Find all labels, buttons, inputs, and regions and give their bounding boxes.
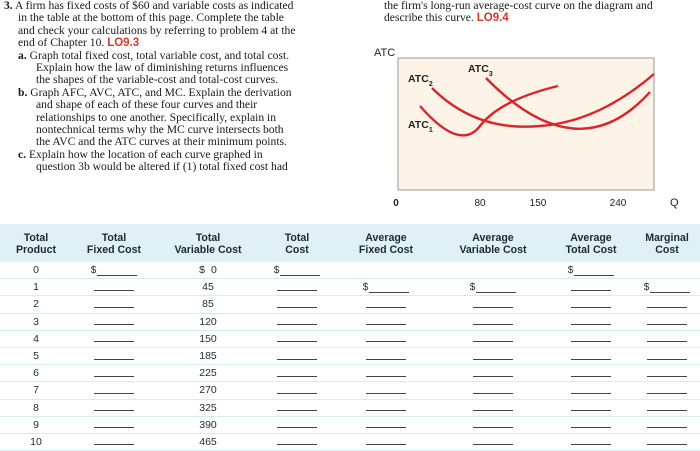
header-total-fixed-cost-line-2: Fixed Cost <box>86 244 142 256</box>
currency-symbol: $ <box>90 265 97 277</box>
answer-blank[interactable] <box>94 418 134 428</box>
cell-average-fixed-cost <box>334 330 438 347</box>
cell-total-fixed-cost <box>72 262 156 279</box>
header-average-variable-cost-line-1: Average <box>472 232 514 244</box>
cell-average-total-cost <box>548 313 634 330</box>
total-variable-cost-value: 225 <box>199 367 217 380</box>
answer-blank[interactable] <box>571 281 611 291</box>
cell-average-total-cost <box>548 347 634 364</box>
answer-blank[interactable] <box>277 315 317 325</box>
answer-blank[interactable] <box>94 298 134 308</box>
cell-marginal-cost <box>634 347 700 364</box>
cell-marginal-cost <box>634 382 700 399</box>
cost-table <box>0 224 700 451</box>
cell-average-variable-cost <box>438 433 548 450</box>
cell-total-variable-cost <box>156 296 260 313</box>
cell-total-cost <box>260 313 334 330</box>
answer-blank[interactable] <box>473 315 513 325</box>
total-variable-cost-value: 325 <box>199 401 217 414</box>
answer-blank[interactable] <box>647 350 687 360</box>
cell-marginal-cost <box>634 433 700 450</box>
header-total-variable-cost-line-1: Total <box>195 232 221 244</box>
part-b-line-5: the AVC and the ATC curves at their minimum points. <box>36 135 287 149</box>
answer-blank[interactable] <box>277 435 317 445</box>
header-marginal-cost-line-1: Marginal <box>645 232 689 244</box>
cell-total-fixed-cost <box>72 330 156 347</box>
cell-marginal-cost <box>634 313 700 330</box>
cell-total-fixed-cost <box>72 399 156 416</box>
answer-blank[interactable] <box>473 418 513 428</box>
total-variable-cost-value: 270 <box>199 384 217 397</box>
total-variable-cost-value: 85 <box>202 298 214 311</box>
cell-average-fixed-cost <box>334 365 438 382</box>
cell-marginal-cost <box>634 262 700 279</box>
answer-blank[interactable] <box>647 384 687 394</box>
answer-blank[interactable] <box>366 384 406 394</box>
answer-blank[interactable] <box>94 332 134 342</box>
cell-average-total-cost <box>548 382 634 399</box>
cell-average-variable-cost <box>438 416 548 433</box>
answer-blank[interactable] <box>366 315 406 325</box>
answer-blank[interactable] <box>647 315 687 325</box>
cell-average-total-cost <box>548 399 634 416</box>
answer-blank[interactable] <box>366 418 406 428</box>
cell-average-variable-cost <box>438 262 548 279</box>
answer-blank[interactable] <box>280 266 320 276</box>
cell-average-total-cost <box>548 433 634 450</box>
cell-total-variable-cost <box>156 330 260 347</box>
table-row <box>0 313 700 330</box>
cell-total-variable-cost <box>156 416 260 433</box>
answer-blank[interactable] <box>473 367 513 377</box>
cell-total-product: 4 <box>0 330 72 347</box>
answer-blank[interactable] <box>366 435 406 445</box>
answer-blank[interactable] <box>277 384 317 394</box>
cell-average-fixed-cost <box>334 433 438 450</box>
answer-blank[interactable] <box>366 367 406 377</box>
answer-blank[interactable] <box>647 435 687 445</box>
cell-total-product: 6 <box>0 365 72 382</box>
answer-blank[interactable] <box>277 298 317 308</box>
cell-total-fixed-cost <box>72 382 156 399</box>
answer-blank[interactable] <box>277 332 317 342</box>
total-variable-cost-value: 185 <box>199 350 217 363</box>
cell-average-variable-cost <box>438 313 548 330</box>
answer-blank[interactable] <box>366 332 406 342</box>
table-row <box>0 330 700 347</box>
cell-average-total-cost <box>548 365 634 382</box>
table-row <box>0 365 700 382</box>
cell-total-product: 0 <box>0 262 72 279</box>
currency-symbol: $ <box>643 282 650 294</box>
cell-marginal-cost <box>634 279 700 296</box>
answer-blank[interactable] <box>94 384 134 394</box>
cell-average-total-cost <box>548 330 634 347</box>
part-b-label: b. <box>18 85 28 99</box>
cell-total-product: 3 <box>0 313 72 330</box>
answer-blank[interactable] <box>571 350 611 360</box>
header-average-variable-cost <box>438 224 548 262</box>
cell-total-product: 2 <box>0 296 72 313</box>
cell-marginal-cost <box>634 399 700 416</box>
header-total-product-line-1: Total <box>23 232 49 244</box>
cell-total-cost <box>260 433 334 450</box>
part-b-line-3: relationships to one another. Specifically, explain in <box>36 110 277 124</box>
cell-total-variable-cost <box>156 433 260 450</box>
answer-blank[interactable] <box>94 367 134 377</box>
answer-blank[interactable] <box>473 384 513 394</box>
answer-blank[interactable] <box>473 298 513 308</box>
cell-average-total-cost <box>548 296 634 313</box>
answer-blank[interactable] <box>647 332 687 342</box>
answer-blank[interactable] <box>647 418 687 428</box>
header-average-total-cost <box>548 224 634 262</box>
cell-average-fixed-cost <box>334 416 438 433</box>
cell-average-variable-cost <box>438 382 548 399</box>
answer-blank[interactable] <box>650 283 690 293</box>
cell-total-variable-cost <box>156 279 260 296</box>
answer-blank[interactable] <box>473 350 513 360</box>
x-axis-label: Q <box>670 197 679 209</box>
answer-blank[interactable] <box>571 332 611 342</box>
answer-blank[interactable] <box>94 350 134 360</box>
table-row <box>0 382 700 399</box>
cell-total-variable-cost <box>156 382 260 399</box>
cell-marginal-cost <box>634 365 700 382</box>
answer-blank[interactable] <box>277 418 317 428</box>
x-tick-80: 80 <box>474 198 486 209</box>
right-question-line-2: describe this curve. LO9.4 <box>384 11 509 25</box>
part-c-label: c. <box>18 147 27 161</box>
total-variable-cost-value: 150 <box>199 332 217 345</box>
atc2-label: $ATC_2$ <box>408 73 433 88</box>
currency-symbol: $ <box>273 265 280 277</box>
header-total-cost <box>260 224 334 262</box>
cell-total-fixed-cost <box>72 296 156 313</box>
cell-total-product: 5 <box>0 347 72 364</box>
cell-total-product: 10 <box>0 433 72 450</box>
answer-blank[interactable] <box>366 401 406 411</box>
cell-total-cost <box>260 262 334 279</box>
table-row <box>0 347 700 364</box>
answer-blank[interactable] <box>571 298 611 308</box>
answer-blank[interactable] <box>473 332 513 342</box>
learning-objective-lo94: LO9.4 <box>476 12 509 25</box>
cell-average-variable-cost <box>438 330 548 347</box>
cell-total-product: 7 <box>0 382 72 399</box>
total-variable-cost-value: 465 <box>199 435 217 448</box>
cell-total-fixed-cost <box>72 347 156 364</box>
header-total-product-line-2: Product <box>15 244 57 256</box>
currency-symbol: $ <box>469 282 476 294</box>
question-number: 3. <box>4 0 13 12</box>
atc1-label: $ATC_1$ <box>408 119 433 134</box>
cell-marginal-cost <box>634 330 700 347</box>
total-variable-cost-value: 390 <box>199 418 217 431</box>
question-intro-line-2: in the table at the bottom of this page. Complete the table <box>18 11 284 25</box>
table-row <box>0 416 700 433</box>
answer-blank[interactable] <box>571 401 611 411</box>
cost-table-section <box>0 224 700 451</box>
part-a-line-1: a. Graph total fixed cost, total variable cost, and total cost. <box>18 48 290 62</box>
answer-blank[interactable] <box>571 384 611 394</box>
answer-blank[interactable] <box>277 367 317 377</box>
learning-objective-lo93: LO9.3 <box>107 37 140 50</box>
header-average-fixed-cost <box>334 224 438 262</box>
cell-average-variable-cost <box>438 399 548 416</box>
total-variable-cost-value: 45 <box>202 281 214 294</box>
answer-blank[interactable] <box>571 315 611 325</box>
header-marginal-cost <box>634 224 700 262</box>
cell-total-cost <box>260 399 334 416</box>
answer-blank[interactable] <box>94 401 134 411</box>
cell-average-fixed-cost <box>334 279 438 296</box>
cell-total-fixed-cost <box>72 416 156 433</box>
table-header-row <box>0 224 700 262</box>
answer-blank[interactable] <box>473 401 513 411</box>
header-total-fixed-cost <box>72 224 156 262</box>
cell-total-cost <box>260 279 334 296</box>
header-average-fixed-cost-line-1: Average <box>365 232 407 244</box>
cell-marginal-cost <box>634 416 700 433</box>
cell-average-fixed-cost <box>334 382 438 399</box>
answer-blank[interactable] <box>574 266 614 276</box>
cell-average-fixed-cost <box>334 262 438 279</box>
part-a-line-3: the shapes of the variable-cost and total-cost curves. <box>36 73 279 87</box>
header-total-fixed-cost-line-1: Total <box>101 232 127 244</box>
header-total-product <box>0 224 72 262</box>
x-tick-0: 0 <box>393 198 399 209</box>
right-question-line-1: the firm's long-run average-cost curve on the diagram and <box>384 0 653 12</box>
question-3 <box>4 0 340 174</box>
table-row <box>0 279 700 296</box>
cell-total-cost <box>260 416 334 433</box>
question-right-column <box>384 0 700 25</box>
cell-average-variable-cost <box>438 365 548 382</box>
table-row <box>0 433 700 450</box>
cell-average-fixed-cost <box>334 399 438 416</box>
currency-symbol: $ <box>362 282 369 294</box>
answer-blank[interactable] <box>94 315 134 325</box>
header-average-variable-cost-line-2: Variable Cost <box>459 244 527 256</box>
cell-total-cost <box>260 330 334 347</box>
question-intro-line-1: 3. A firm has fixed costs of $60 and variable costs as indicated <box>4 0 294 12</box>
currency-symbol: $ <box>567 265 574 277</box>
header-total-variable-cost-line-2: Variable Cost <box>174 244 242 256</box>
cell-total-cost <box>260 382 334 399</box>
cell-average-fixed-cost <box>334 313 438 330</box>
table-row <box>0 262 700 279</box>
cell-average-total-cost <box>548 416 634 433</box>
answer-blank[interactable] <box>366 298 406 308</box>
question-intro-line-3: and check your calculations by referring to problem 4 at the <box>18 23 296 37</box>
cell-total-fixed-cost <box>72 279 156 296</box>
header-average-fixed-cost-line-2: Fixed Cost <box>358 244 414 256</box>
answer-blank[interactable] <box>97 266 137 276</box>
header-average-total-cost-line-1: Average <box>570 232 612 244</box>
part-a-label: a. <box>18 48 27 62</box>
cell-average-fixed-cost <box>334 296 438 313</box>
table-body <box>0 262 700 451</box>
answer-blank[interactable] <box>647 367 687 377</box>
question-intro-line-4: end of Chapter 10. LO9.3 <box>18 36 140 50</box>
cell-total-fixed-cost <box>72 433 156 450</box>
answer-blank[interactable] <box>647 298 687 308</box>
cell-total-fixed-cost <box>72 365 156 382</box>
answer-blank[interactable] <box>277 281 317 291</box>
part-c-line-1: c. Explain how the location of each curve graphed in <box>18 147 263 161</box>
cell-total-variable-cost <box>156 313 260 330</box>
cell-total-variable-cost <box>156 347 260 364</box>
atc-chart <box>368 42 700 218</box>
answer-blank[interactable] <box>571 418 611 428</box>
cell-average-variable-cost <box>438 347 548 364</box>
y-axis-label: ATC <box>374 47 396 59</box>
cell-average-fixed-cost <box>334 347 438 364</box>
answer-blank[interactable] <box>366 350 406 360</box>
answer-blank[interactable] <box>571 435 611 445</box>
header-average-total-cost-line-2: Total Cost <box>565 244 617 256</box>
header-total-cost-line-1: Total <box>284 232 310 244</box>
total-variable-cost-value: 120 <box>199 315 217 328</box>
cell-total-product: 8 <box>0 399 72 416</box>
atc-chart-svg <box>368 42 700 218</box>
cell-total-product: 1 <box>0 279 72 296</box>
cell-marginal-cost <box>634 296 700 313</box>
part-c-line-2: question 3b would be altered if (1) total fixed cost had <box>36 160 288 174</box>
answer-blank[interactable] <box>473 435 513 445</box>
currency-symbol: $ <box>199 264 205 277</box>
total-variable-cost-value: 0 <box>211 264 217 277</box>
header-total-variable-cost <box>156 224 260 262</box>
cell-average-variable-cost <box>438 279 548 296</box>
cell-total-variable-cost <box>156 399 260 416</box>
answer-blank[interactable] <box>476 283 516 293</box>
part-a-line-2: Explain how the law of diminishing returns influences <box>36 61 289 75</box>
answer-blank[interactable] <box>94 435 134 445</box>
cell-total-cost <box>260 347 334 364</box>
cell-total-variable-cost <box>156 262 260 279</box>
answer-blank[interactable] <box>571 367 611 377</box>
cell-total-cost <box>260 365 334 382</box>
cell-total-product: 9 <box>0 416 72 433</box>
cell-average-variable-cost <box>438 296 548 313</box>
header-total-cost-line-2: Cost <box>285 244 309 256</box>
x-tick-240: 240 <box>609 198 627 209</box>
header-marginal-cost-line-2: Cost <box>655 244 679 256</box>
answer-blank[interactable] <box>277 401 317 411</box>
answer-blank[interactable] <box>369 283 409 293</box>
cell-average-total-cost <box>548 279 634 296</box>
cell-average-total-cost <box>548 262 634 279</box>
table-row <box>0 296 700 313</box>
answer-blank[interactable] <box>277 350 317 360</box>
atc3-label: $ATC_3$ <box>468 63 493 78</box>
answer-blank[interactable] <box>647 401 687 411</box>
table-row <box>0 399 700 416</box>
cell-total-fixed-cost <box>72 313 156 330</box>
part-b-line-4: nontechnical terms why the MC curve intersects both <box>36 123 284 137</box>
part-b-line-2: and shape of each of these four curves and their <box>36 98 258 112</box>
cell-total-cost <box>260 296 334 313</box>
part-b-line-1: b. Graph AFC, AVC, ATC, and MC. Explain the derivation <box>18 85 292 99</box>
x-tick-150: 150 <box>529 198 547 209</box>
answer-blank[interactable] <box>94 281 134 291</box>
cell-total-variable-cost <box>156 365 260 382</box>
